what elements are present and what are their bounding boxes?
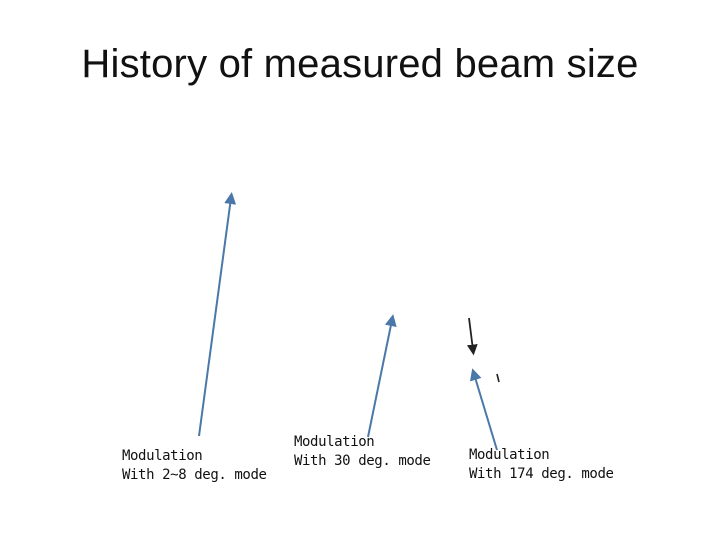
caption-line: With 2~8 deg. mode: [122, 467, 267, 483]
caption-line: With 30 deg. mode: [294, 453, 431, 469]
caption-2-8-deg: [122, 447, 267, 485]
arrow-2-8-deg: [199, 198, 231, 436]
caption-line: Modulation: [294, 434, 375, 450]
caption-174-deg: [469, 446, 614, 484]
caption-line: With 174 deg. mode: [469, 466, 614, 482]
caption-30-deg: [294, 433, 431, 471]
arrow-174-deg: [474, 374, 497, 450]
caption-line: Modulation: [122, 448, 203, 464]
arrow-dark-down: [469, 318, 473, 350]
arrow-30-deg: [368, 320, 392, 437]
arrow-dark-small: [497, 374, 499, 382]
caption-line: Modulation: [469, 447, 550, 463]
slide-title: History of measured beam size: [81, 42, 639, 86]
